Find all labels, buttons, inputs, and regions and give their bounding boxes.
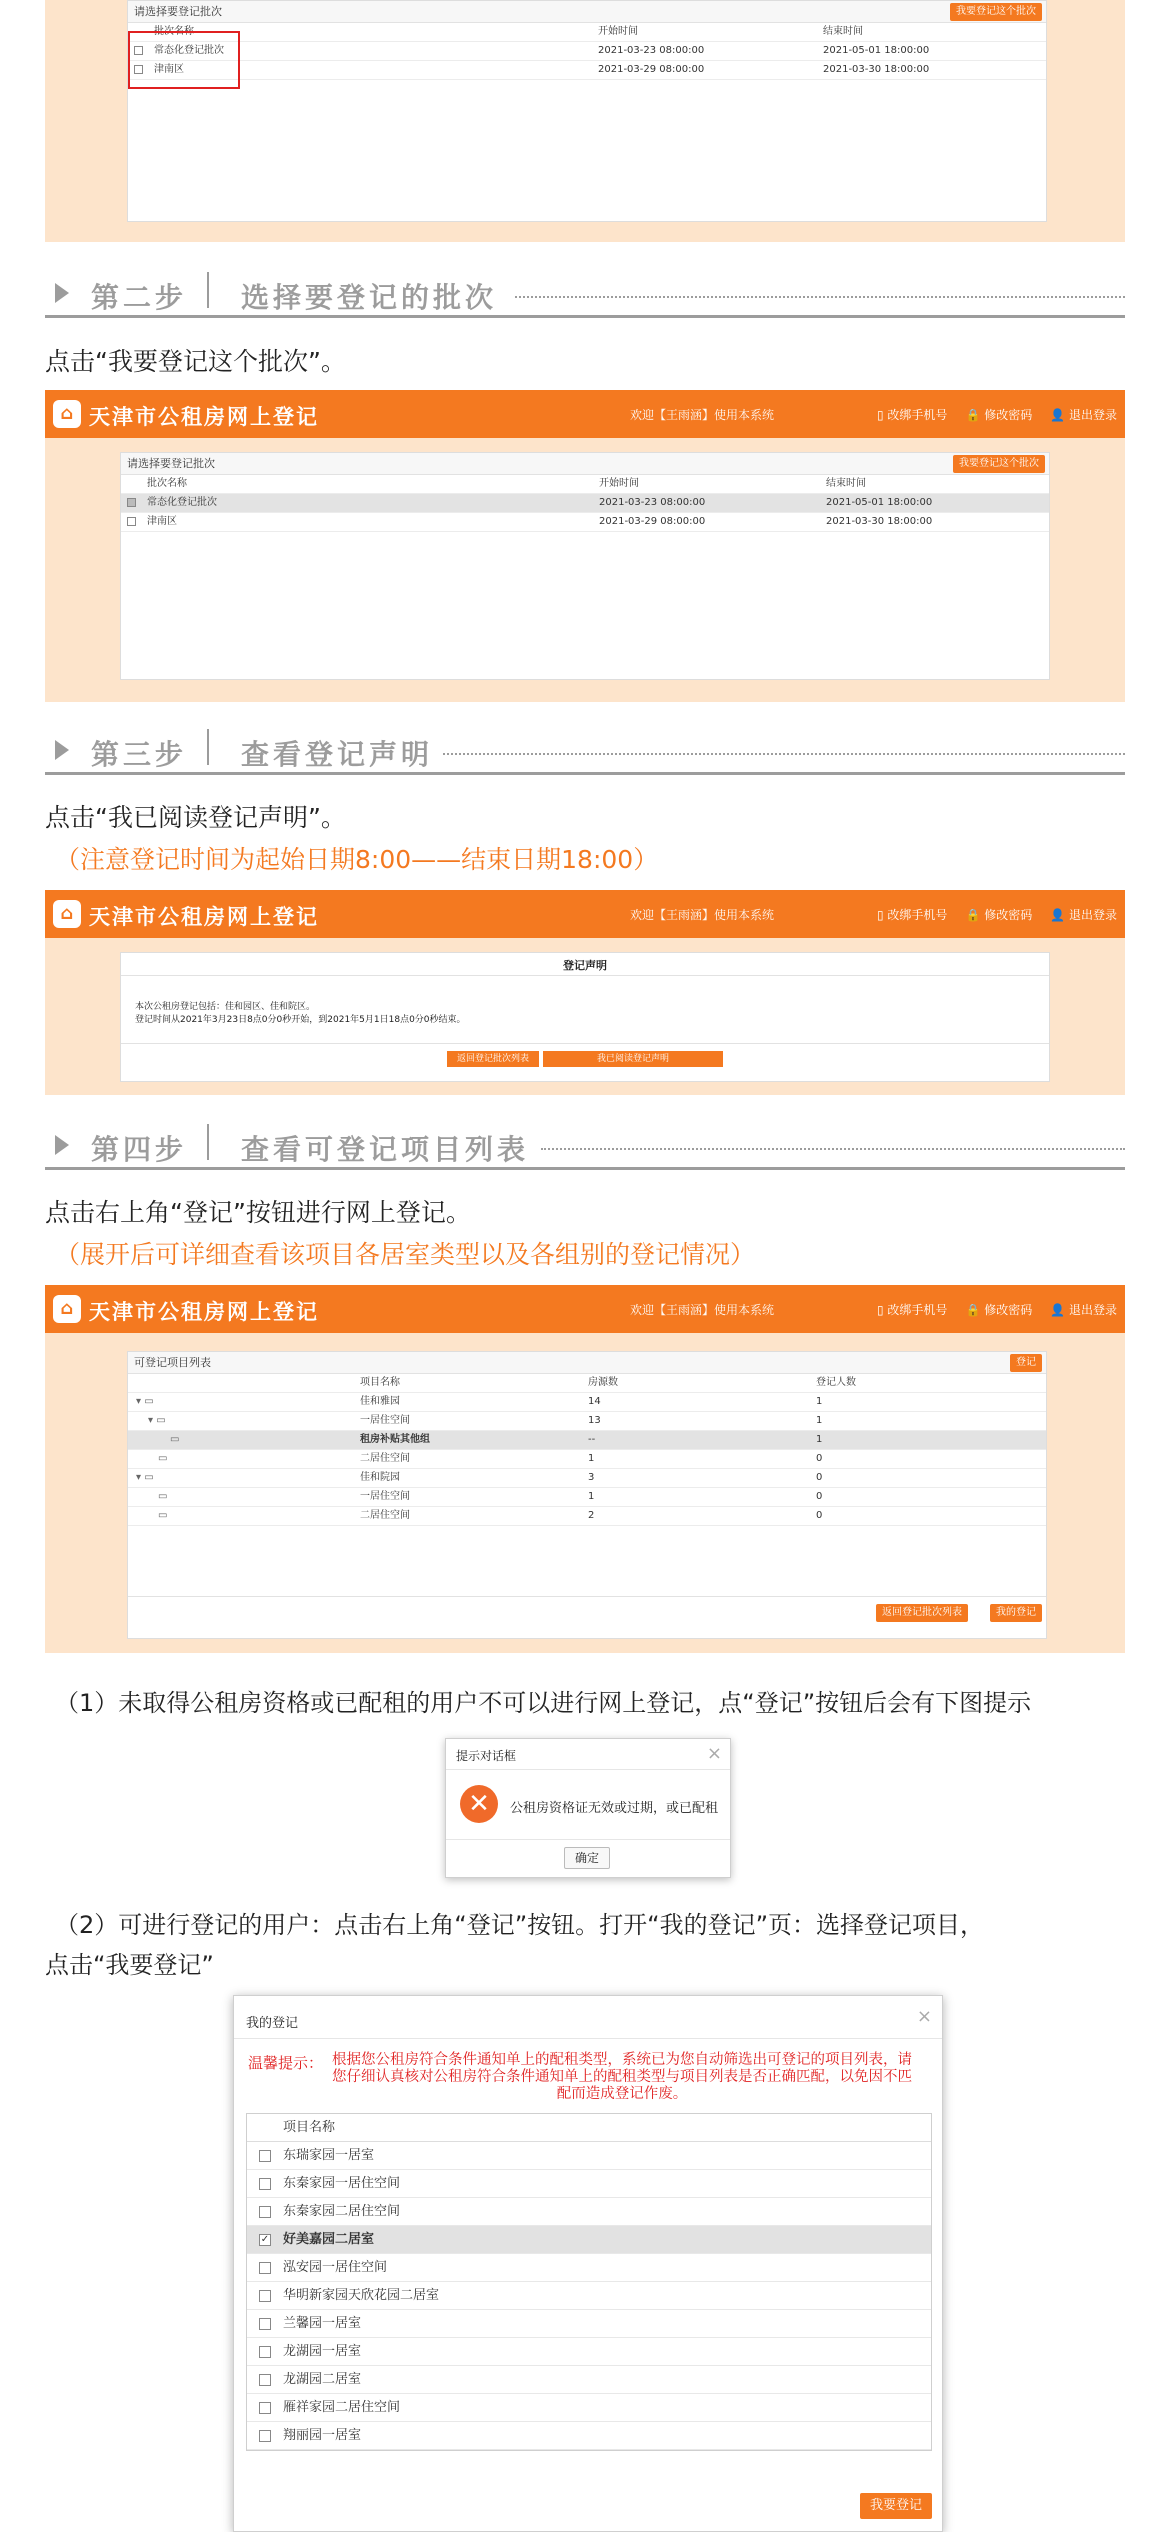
app-title: 天津市公租房网上登记 [89,905,319,929]
declaration-line2: 登记时间从2021年3月23日8点0分0秒开始，到2021年5月1日18点0分0秒结束。 [135,1015,466,1025]
declaration-line1: 本次公租房登记包括：佳和园区、佳和院区。 [135,1002,316,1012]
table-header: 批次名称 开始时间 结束时间 [128,23,1046,42]
tree-toggle-icon[interactable]: ▾ ▭ [148,1415,166,1426]
close-icon[interactable]: × [916,2006,932,2027]
my-register-button[interactable]: 我的登记 [990,1604,1042,1622]
list-item-label: 龙湖园一居室 [283,2344,362,2359]
ok-button[interactable]: 确定 [564,1847,610,1869]
list-item-label: 东瑞家园一居室 [283,2148,375,2163]
highlight-box [128,31,240,89]
triangle-icon [55,740,69,760]
table-row[interactable]: ▭ 租房补贴其他组 -- 1 [128,1431,1046,1450]
step4-note: （展开后可详细查看该项目各居室类型以及各组别的登记情况） [55,1240,756,1269]
batch-table-caption: 请选择要登记批次 我要登记这个批次 [121,453,1049,475]
back-to-batches-button[interactable]: 返回登记批次列表 [447,1051,539,1067]
table-header: 批次名称 开始时间 结束时间 [121,475,1049,494]
change-phone-link[interactable]: ▯ 改绑手机号 [877,408,948,422]
checkbox[interactable] [259,2150,271,2162]
project-table-panel [127,1351,1047,1639]
batch-screenshot-1 [45,0,1125,242]
folder-icon: ▭ [170,1434,180,1445]
project-table-caption: 可登记项目列表 登记 [128,1352,1046,1374]
declaration-screenshot [45,890,1125,1095]
list-item[interactable] [247,2310,931,2338]
table-row[interactable]: ▭ 一居住空间 1 0 [128,1488,1046,1507]
app-header [45,1285,1125,1333]
submit-register-button[interactable]: 我要登记 [860,2493,932,2519]
triangle-icon [55,283,69,303]
logout-link[interactable]: 👤 退出登录 [1050,908,1117,922]
triangle-icon [55,1135,69,1155]
note1: （1）未取得公租房资格或已配租的用户不可以进行网上登记，点“登记”按钮后会有下图提示 [55,1689,1032,1717]
checkbox[interactable] [259,2318,271,2330]
list-item-label: 华明新家园天欣花园二居室 [283,2288,440,2303]
batch-table-panel [127,0,1047,222]
table-row[interactable]: 常态化登记批次 2021-03-23 08:00:00 2021-05-01 18:00:00 [121,494,1049,513]
step3-instruction: 点击“我已阅读登记声明”。 [45,803,346,832]
table-row[interactable]: ▾ ▭ 一居住空间 13 1 [128,1412,1046,1431]
table-row[interactable]: 津南区 2021-03-29 08:00:00 2021-03-30 18:00:00 [128,61,1046,80]
table-row[interactable]: 常态化登记批次 2021-03-23 08:00:00 2021-05-01 18:00:00 [128,42,1046,61]
register-button[interactable]: 登记 [1010,1354,1042,1372]
dialog-message: 公租房资格证无效或过期，或已配租 [510,1801,719,1816]
table-row[interactable]: ▭ 二居住空间 2 0 [128,1507,1046,1526]
step4-header: 第四步 查看可登记项目列表 [45,1120,1125,1170]
list-item-label: 雁祥家园二居住空间 [283,2400,401,2415]
checkbox[interactable] [259,2262,271,2274]
checkbox[interactable] [259,2178,271,2190]
welcome-text: 欢迎【王雨涵】使用本系统 [630,1303,775,1317]
batch-table-caption: 请选择要登记批次 我要登记这个批次 [128,1,1046,23]
logout-link[interactable]: 👤 退出登录 [1050,408,1117,422]
step4-instruction: 点击右上角“登记”按钮进行网上登记。 [45,1198,471,1227]
warning-text: 根据您公租房符合条件通知单上的配租类型，系统已为您自动筛选出可登记的项目列表，请您仔细认真核对公租房符合条件通知单上的配租类型与项目列表是否正确匹配，以免因不匹配而造成登记作废。 [332,2052,912,2102]
read-declaration-button[interactable]: 我已阅读登记声明 [543,1051,723,1067]
back-to-batches-button[interactable]: 返回登记批次列表 [876,1604,968,1622]
app-header [45,890,1125,938]
project-list-header: 项目名称 [247,2114,931,2142]
list-item-label: 龙湖园二居室 [283,2372,362,2387]
checkbox[interactable] [259,2402,271,2414]
step3-note: （注意登记时间为起始日期8:00——结束日期18:00） [55,845,659,874]
declaration-title: 登记声明 [563,959,607,972]
my-register-dialog [233,1995,943,2532]
list-item[interactable] [247,2226,931,2254]
house-icon: ⌂ [53,1295,81,1323]
list-item[interactable] [247,2282,931,2310]
batch-screenshot-2 [45,390,1125,702]
list-item-label: 泓安园一居住空间 [283,2260,388,2275]
row-checkbox[interactable] [127,498,136,507]
step2-header: 第二步 选择要登记的批次 [45,268,1125,318]
tree-toggle-icon[interactable]: ▾ ▭ [136,1396,154,1407]
change-password-link[interactable]: 🔒 修改密码 [965,1303,1033,1317]
change-password-link[interactable]: 🔒 修改密码 [965,408,1033,422]
list-item[interactable] [247,2338,931,2366]
table-row[interactable]: ▭ 二居住空间 1 0 [128,1450,1046,1469]
list-item-label: 东秦家园二居住空间 [283,2204,401,2219]
dialog-title: 提示对话框 [456,1749,517,1763]
welcome-text: 欢迎【王雨涵】使用本系统 [630,908,775,922]
folder-icon: ▭ [158,1510,168,1521]
close-icon[interactable]: × [706,1743,722,1764]
checkbox[interactable] [259,2346,271,2358]
step3-header: 第三步 查看登记声明 [45,725,1125,775]
app-header [45,390,1125,438]
checkbox[interactable] [259,2206,271,2218]
list-item-label: 东秦家园一居住空间 [283,2176,401,2191]
checkbox[interactable] [259,2290,271,2302]
row-checkbox[interactable] [127,517,136,526]
batch-table-panel [120,452,1050,680]
dialog-title: 我的登记 [246,2016,299,2031]
folder-icon: ▭ [158,1453,168,1464]
list-item[interactable] [247,2170,931,2198]
table-row[interactable]: ▾ ▭ 佳和院园 3 0 [128,1469,1046,1488]
checkbox[interactable] [259,2430,271,2442]
table-header: 项目名称 房源数 登记人数 [128,1374,1046,1393]
folder-icon: ▭ [158,1491,168,1502]
warning-label: 温馨提示： [248,2054,324,2072]
register-batch-button[interactable]: 我要登记这个批次 [950,3,1042,21]
change-password-link[interactable]: 🔒 修改密码 [965,908,1033,922]
welcome-text: 欢迎【王雨涵】使用本系统 [630,408,775,422]
list-item-label: 兰馨园一居室 [283,2316,362,2331]
step2-instruction: 点击“我要登记这个批次”。 [45,347,346,376]
tree-toggle-icon[interactable]: ▾ ▭ [136,1472,154,1483]
app-title: 天津市公租房网上登记 [89,1300,319,1324]
project-list-screenshot [45,1285,1125,1653]
list-item[interactable] [247,2422,931,2450]
register-batch-button[interactable]: 我要登记这个批次 [953,455,1045,473]
list-item[interactable] [247,2394,931,2422]
prompt-dialog [445,1738,731,1878]
list-item[interactable] [247,2198,931,2226]
error-icon: ✕ [460,1785,498,1823]
house-icon: ⌂ [53,400,81,428]
change-phone-link[interactable]: ▯ 改绑手机号 [877,908,948,922]
checked-checkbox[interactable]: ✓ [260,2234,270,2245]
checkbox[interactable] [259,2374,271,2386]
list-item[interactable] [247,2366,931,2394]
note2-line2: 点击“我要登记” [45,1951,214,1979]
list-item[interactable] [247,2142,931,2170]
change-phone-link[interactable]: ▯ 改绑手机号 [877,1303,948,1317]
list-item[interactable] [247,2254,931,2282]
app-title: 天津市公租房网上登记 [89,405,319,429]
table-row[interactable]: 津南区 2021-03-29 08:00:00 2021-03-30 18:00:00 [121,513,1049,532]
house-icon: ⌂ [53,900,81,928]
project-list [246,2113,932,2451]
table-row[interactable]: ▾ ▭ 佳和雅园 14 1 [128,1393,1046,1412]
logout-link[interactable]: 👤 退出登录 [1050,1303,1117,1317]
list-item-label: 好美嘉园二居室 [283,2232,375,2247]
declaration-panel [120,952,1050,1082]
note2-line1: （2）可进行登记的用户：点击右上角“登记”按钮。打开“我的登记”页：选择登记项目， [55,1911,985,1939]
list-item-label: 翔丽园一居室 [283,2428,362,2443]
